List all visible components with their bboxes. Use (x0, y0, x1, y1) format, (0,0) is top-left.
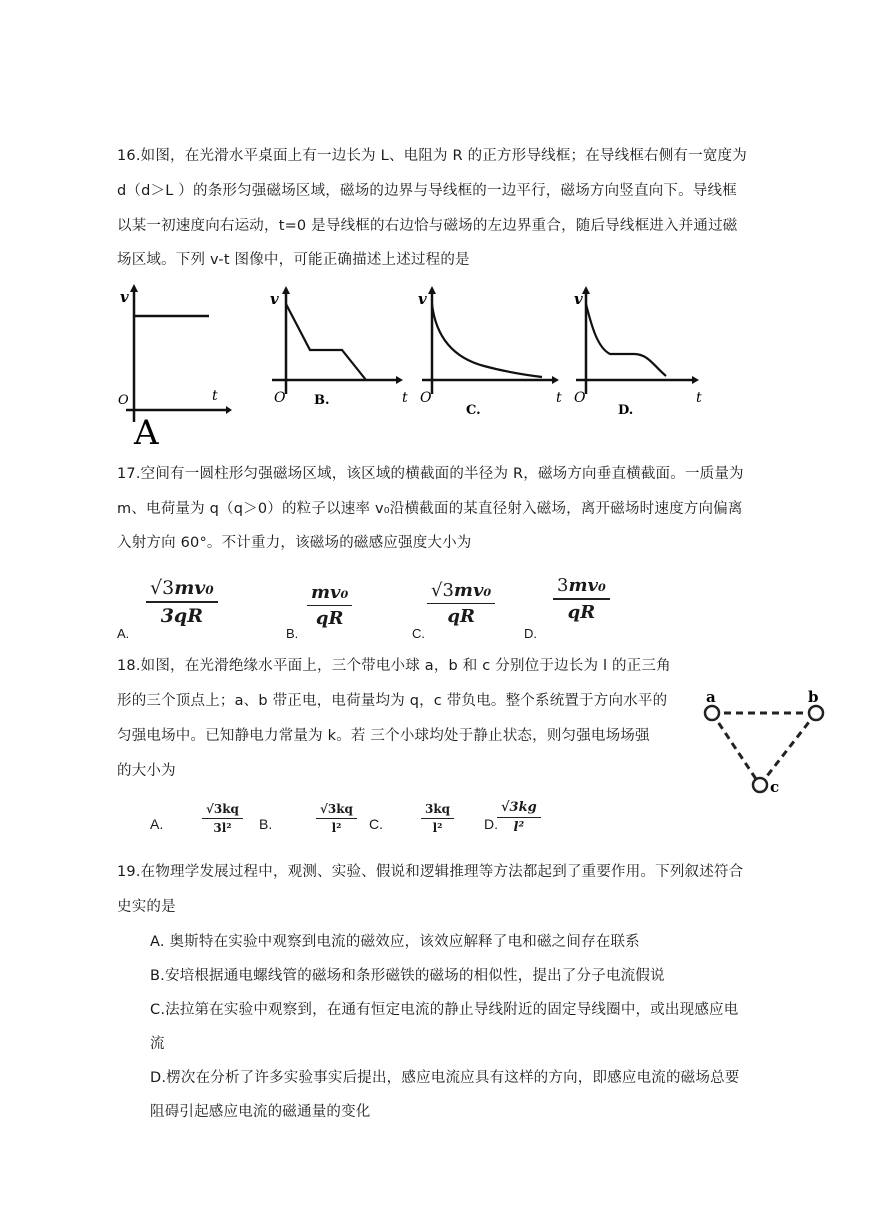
numerator: √3kg (501, 800, 537, 815)
q18-option-a-formula (202, 802, 243, 835)
q17-option-d-label: D. (524, 626, 537, 641)
denominator: qR (567, 602, 596, 623)
ball-a (705, 706, 719, 720)
graph-c (414, 282, 564, 422)
ball-c (753, 778, 767, 792)
denominator: qR (315, 608, 344, 629)
fraction-bar (497, 817, 541, 818)
q19-option-d: D.楞次在分析了许多实验事实后提出，感应电流应具有这样的方向，即感应电流的磁场总要 (150, 1070, 740, 1086)
q18-option-d-label: D. (484, 816, 498, 832)
q18-option-b-formula (316, 802, 357, 835)
option-b-label: B. (314, 393, 330, 408)
q18-text-line: 的大小为 (117, 763, 176, 779)
q19-text-line: 史实的是 (117, 899, 176, 915)
option-c-label: C. (466, 403, 481, 418)
coefficient: 3 (557, 575, 569, 596)
v-axis-label: v (418, 290, 427, 308)
ball-b (809, 706, 823, 720)
option-a-label: A (134, 413, 159, 447)
fraction-bar (553, 598, 610, 600)
q17-option-c-formula (427, 580, 495, 627)
q17-option-b-formula (307, 582, 352, 629)
q17-option-c-label: C. (412, 626, 425, 641)
fraction-bar (202, 818, 243, 819)
fraction-bar (421, 818, 454, 819)
q18-option-b-label: B. (259, 816, 273, 832)
v-axis-label: v (574, 290, 583, 308)
q17-option-a-formula (146, 577, 218, 627)
denominator: l² (513, 820, 525, 835)
coefficient: √3 (150, 577, 175, 599)
option-d-label: D. (618, 403, 634, 418)
label-a: a (706, 688, 716, 706)
q17-option-d-formula (553, 575, 610, 623)
t-axis-label: t (212, 388, 218, 404)
v-axis-label: v (270, 290, 279, 308)
q17-text-line: m、电荷量为 q（q＞0）的粒子以速率 v₀沿横截面的某直径射入磁场，离开磁场时速度方向偏离 (117, 501, 743, 517)
numerator: mv₀ (174, 577, 214, 599)
coefficient: √3 (431, 580, 454, 601)
t-axis-label: t (556, 390, 562, 406)
q16-text-line: 以某一初速度向右运动，t=0 是导线框的右边恰与磁场的左边界重合，随后导线框进入并通过磁 (117, 218, 738, 234)
denominator: 3l² (213, 821, 232, 835)
q19-option-c: C.法拉第在实验中观察到，在通有恒定电流的静止导线附近的固定导线圈中，或出现感应电 (150, 1002, 739, 1018)
q17-text-line: 17.空间有一圆柱形匀强磁场区域，该区域的横截面的半径为 R，磁场方向垂直横截面。一质量为 (117, 466, 744, 482)
numerator: mv₀ (453, 580, 492, 601)
graph-b (262, 282, 412, 422)
q19-option-d-cont: 阻碍引起感应电流的磁通量的变化 (150, 1104, 371, 1120)
numerator: √3kq (320, 802, 353, 816)
t-axis-label: t (696, 390, 702, 406)
graph-d (570, 282, 710, 422)
numerator: mv₀ (311, 582, 349, 603)
q17-text-line: 入射方向 60°。不计重力，该磁场的磁感应强度大小为 (117, 535, 472, 551)
numerator: 3kq (425, 802, 451, 816)
graph-a (112, 282, 232, 447)
q18-option-c-formula (421, 802, 454, 835)
q19-option-c-cont: 流 (150, 1036, 165, 1052)
denominator: 3qR (160, 605, 203, 627)
t-axis-label: t (402, 390, 408, 406)
numerator: mv₀ (568, 575, 606, 596)
denominator: l² (432, 821, 443, 835)
q17-option-a-label: A. (117, 626, 130, 641)
fraction-bar (307, 605, 352, 606)
origin-label: O (274, 390, 286, 406)
q18-text-line: 18.如图，在光滑绝缘水平面上，三个带电小球 a，b 和 c 分别位于边长为 l 的正三角 (117, 658, 671, 674)
fraction-bar (316, 818, 357, 819)
origin-label: O (118, 393, 129, 408)
q16-text-line: 16.如图，在光滑水平桌面上有一边长为 L、电阻为 R 的正方形导线框；在导线框右侧有一宽度为 (117, 148, 747, 164)
fraction-bar (427, 603, 495, 604)
fraction-bar (146, 601, 218, 603)
q18-option-c-label: C. (369, 816, 383, 832)
q18-option-a-label: A. (150, 816, 164, 832)
q18-text-line: 形的三个顶点上；a、b 带正电，电荷量均为 q，c 带负电。整个系统置于方向水平的 (117, 693, 668, 709)
numerator: √3kq (206, 802, 239, 816)
origin-label: O (574, 390, 586, 406)
q16-text-line: d（d＞L ）的条形匀强磁场区域，磁场的边界与导线框的一边平行，磁场方向竖直向下。导线框 (117, 183, 737, 199)
v-axis-label: v (120, 288, 129, 306)
triangle-figure (694, 680, 844, 800)
origin-label: O (420, 390, 432, 406)
label-b: b (808, 688, 819, 706)
q16-text-line: 场区域。下列 v-t 图像中，可能正确描述上述过程的是 (117, 252, 470, 268)
q17-option-b-label: B. (286, 626, 299, 641)
q19-text-line: 19.在物理学发展过程中，观测、实验、假说和逻辑推理等方法都起到了重要作用。下列叙述符合 (117, 864, 744, 880)
denominator: l² (331, 821, 342, 835)
label-c: c (770, 778, 780, 796)
q18-text-line: 匀强电场中。已知静电力常量为 k。若 三个小球均处于静止状态，则匀强电场场强 (117, 728, 650, 744)
q19-option-b: B.安培根据通电螺线管的磁场和条形磁铁的磁场的相似性，提出了分子电流假说 (150, 968, 665, 984)
q18-option-d-formula (497, 800, 541, 835)
q19-option-a: A. 奥斯特在实验中观察到电流的磁效应，该效应解释了电和磁之间存在联系 (150, 934, 640, 950)
denominator: qR (447, 606, 475, 627)
